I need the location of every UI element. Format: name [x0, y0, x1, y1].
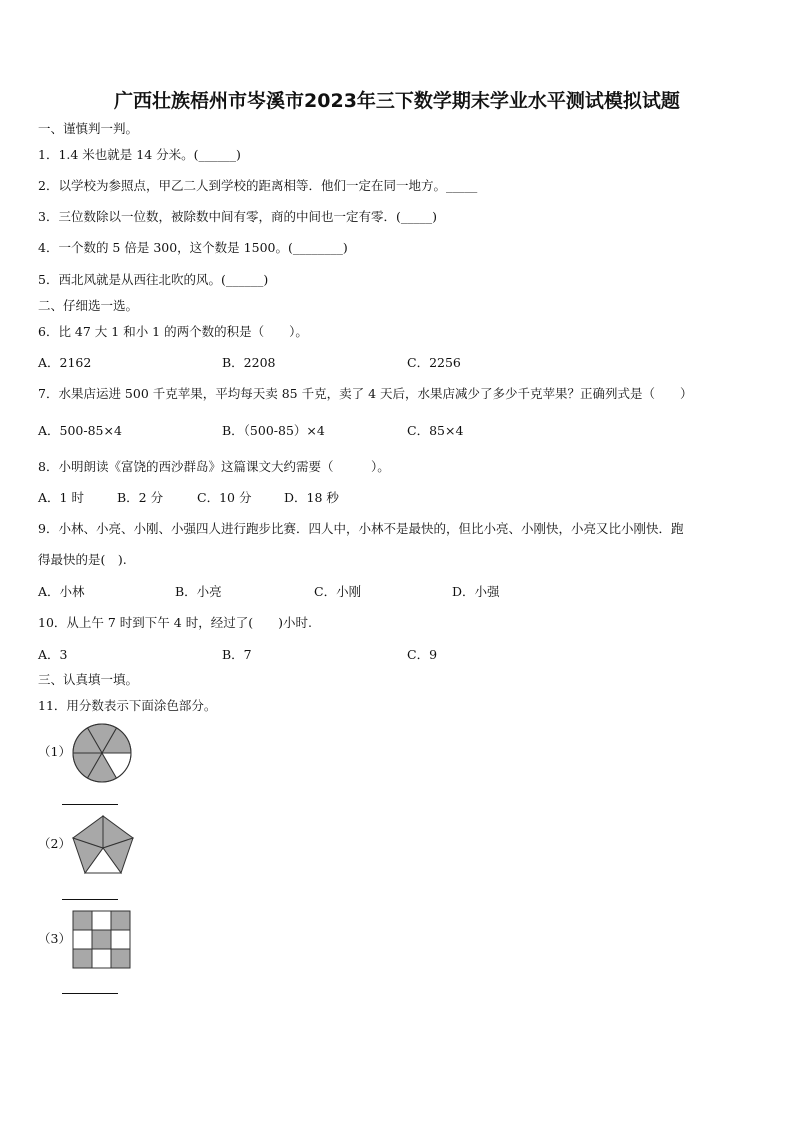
question-1: 1．1.4 米也就是 14 分米。(______)	[38, 147, 241, 162]
question-10: 10．从上午 7 时到下午 4 时，经过了( )小时.	[38, 615, 312, 630]
question-9-line-1: 9．小林、小亮、小刚、小强四人进行跑步比赛．四人中，小林不是最快的，但比小亮、小刚快，小亮又比小刚快．跑	[38, 521, 684, 536]
q7-option-a: A．500-85×4	[38, 423, 122, 438]
q9-option-d: D．小强	[452, 584, 500, 599]
q8-option-a: A．1 时	[38, 490, 84, 505]
section-heading-choose: 二、仔细选一选。	[38, 298, 139, 313]
q7-option-c: C．85×4	[407, 423, 464, 438]
q7-option-b: B．（500-85）×4	[222, 423, 325, 438]
q10-option-a: A．3	[38, 647, 68, 662]
q10-option-c: C．9	[407, 647, 438, 662]
page-title: 广西壮族梧州市岑溪市2023年三下数学期末学业水平测试模拟试题	[114, 90, 680, 112]
question-2: 2．以学校为参照点，甲乙二人到学校的距离相等．他们一定在同一地方。_____	[38, 178, 478, 193]
q6-option-b: B．2208	[222, 355, 276, 370]
question-3: 3．三位数除以一位数，被除数中间有零，商的中间也一定有零．(_____)	[38, 209, 437, 224]
question-9-line-2: 得最快的是( ).	[38, 552, 127, 567]
figure-3-answer-line	[62, 993, 118, 994]
q8-option-d: D．18 秒	[284, 490, 339, 505]
question-7: 7．水果店运进 500 千克苹果，平均每天卖 85 千克，卖了 4 天后，水果店减少了多少千克苹果？正确列式是（ ）	[38, 386, 693, 401]
figure-2-label: （2）	[38, 836, 71, 851]
section-heading-judge: 一、谨慎判一判。	[38, 121, 139, 136]
figure-1-circle	[70, 721, 134, 785]
q6-option-a: A．2162	[38, 355, 92, 370]
q8-option-c: C．10 分	[197, 490, 252, 505]
figure-3-label: （3）	[38, 931, 71, 946]
figure-2-pentagon	[70, 812, 136, 878]
question-8: 8．小明朗读《富饶的西沙群岛》这篇课文大约需要（ ）。	[38, 459, 390, 474]
question-5: 5．西北风就是从西往北吹的风。(______)	[38, 272, 269, 287]
q9-option-b: B．小亮	[175, 584, 222, 599]
q6-option-c: C．2256	[407, 355, 461, 370]
q10-option-b: B．7	[222, 647, 252, 662]
figure-1-answer-line	[62, 804, 118, 805]
figure-3-grid	[72, 910, 132, 970]
question-6: 6．比 47 大 1 和小 1 的两个数的积是（ ）。	[38, 324, 308, 339]
q8-option-b: B．2 分	[117, 490, 164, 505]
q9-option-c: C．小刚	[314, 584, 362, 599]
section-heading-fill: 三、认真填一填。	[38, 672, 139, 687]
figure-1-label: （1）	[38, 744, 71, 759]
q9-option-a: A．小林	[38, 584, 85, 599]
question-4: 4．一个数的 5 倍是 300，这个数是 1500。(________)	[38, 240, 348, 255]
question-11: 11．用分数表示下面涂色部分。	[38, 698, 217, 713]
figure-2-answer-line	[62, 899, 118, 900]
